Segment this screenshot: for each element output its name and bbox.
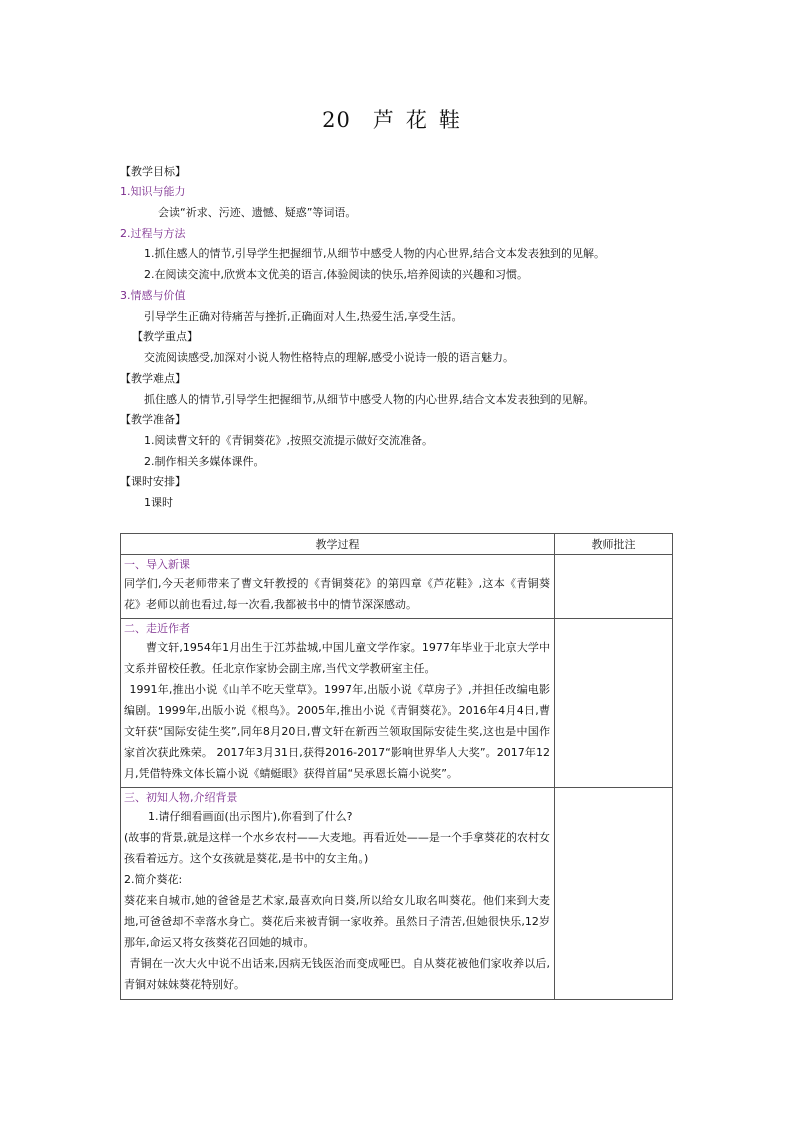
key-text: 交流阅读感受,加深对小说人物性格特点的理解,感受小说诗一般的语言魅力。	[144, 351, 514, 364]
paragraph: (故事的背景,就是这样一个水乡农村——大麦地。再看近处——是一个手拿葵花的农村女孩看着远方。这个女孩就是葵花,是书中的女主角。)	[124, 831, 550, 865]
goal1-heading: 1.知识与能力	[120, 185, 186, 198]
goal1-text: 会读“祈求、污迹、遗憾、疑惑”等词语。	[158, 206, 357, 219]
prep-text-1: 1.阅读曹文轩的《青铜葵花》,按照交流提示做好交流准备。	[144, 434, 433, 447]
goals-heading: 【教学目标】	[120, 165, 186, 178]
prep-text-2: 2.制作相关多媒体课件。	[144, 455, 265, 468]
paragraph: 葵花来自城市,她的爸爸是艺术家,最喜欢向日葵,所以给女儿取名叫葵花。他们来到大麦地,可爸爸却不幸落水身亡。葵花后来被青铜一家收养。虽然日子清苦,但她很快乐,12岁那年,命运又将女孩葵花召回她的城市。	[124, 894, 550, 949]
section-heading: 二、走近作者	[124, 622, 190, 635]
paragraph: 1991年,推出小说《山羊不吃天堂草》。1997年,出版小说《草房子》,并担任改编电影编剧。1999年,出版小说《根鸟》。2005年,推出小说《青铜葵花》。2016年4月4日,曹文轩获“国际安徒生奖”,同年8月20日,曹文轩在新西兰领取国际安徒生奖,这也是中国作家首次获此殊荣。 2017年3月31日,获得2016-2017“影响世界华人大奖”。2017年12月,凭借特殊文体长篇小说《蜻蜓眼》获得首届“吴承恩长篇小说奖”。	[124, 683, 550, 780]
paragraph: 同学们,今天老师带来了曹文轩教授的《青铜葵花》的第四章《芦花鞋》,这本《青铜葵花》老师以前也看过,每一次看,我都被书中的情节深深感动。	[124, 577, 550, 611]
lesson-title: 芦花鞋	[372, 108, 472, 132]
goal2-text-2: 2.在阅读交流中,欣赏本文优美的语言,体验阅读的快乐,培养阅读的兴趣和习惯。	[144, 268, 528, 281]
notes-cell	[555, 788, 673, 1000]
goal3-heading: 3.情感与价值	[120, 289, 186, 302]
prep-heading: 【教学准备】	[120, 413, 186, 426]
difficulty-heading: 【教学难点】	[120, 372, 186, 385]
goal2-text-1: 1.抓住感人的情节,引导学生把握细节,从细节中感受人物的内心世界,结合文本发表独到的见解。	[144, 247, 605, 260]
process-table	[120, 533, 673, 1000]
paragraph: 青铜在一次大火中说不出话来,因病无钱医治而变成哑巴。自从葵花被他们家收养以后,青铜对妹妹葵花特别好。	[124, 957, 550, 991]
page-title	[0, 104, 794, 134]
section-heading: 一、导入新课	[124, 558, 190, 571]
section-heading: 三、初知人物,介绍背景	[124, 791, 238, 804]
row-content	[121, 619, 555, 788]
key-heading: 【教学重点】	[132, 330, 198, 343]
row-content	[121, 555, 555, 619]
row-content	[121, 788, 555, 1000]
goal3-text: 引导学生正确对待痛苦与挫折,正确面对人生,热爱生活,享受生活。	[144, 310, 463, 323]
header-process: 教学过程	[121, 534, 555, 555]
goal2-heading: 2.过程与方法	[120, 227, 186, 240]
table-row	[121, 555, 673, 619]
table-header-row	[121, 534, 673, 555]
table-row	[121, 619, 673, 788]
notes-cell	[555, 555, 673, 619]
time-text: 1课时	[144, 496, 173, 509]
lesson-number: 20	[322, 108, 351, 132]
paragraph: 2.简介葵花:	[124, 873, 183, 886]
time-heading: 【课时安排】	[120, 475, 186, 488]
paragraph: 1.请仔细看画面(出示图片),你看到了什么?	[148, 810, 353, 823]
paragraph: 曹文轩,1954年1月出生于江苏盐城,中国儿童文学作家。1977年毕业于北京大学中文系并留校任教。任北京作家协会副主席,当代文学教研室主任。	[124, 641, 550, 675]
difficulty-text: 抓住感人的情节,引导学生把握细节,从细节中感受人物的内心世界,结合文本发表独到的见解。	[144, 393, 595, 406]
header-notes: 教师批注	[555, 534, 673, 555]
notes-cell	[555, 619, 673, 788]
table-row	[121, 788, 673, 1000]
